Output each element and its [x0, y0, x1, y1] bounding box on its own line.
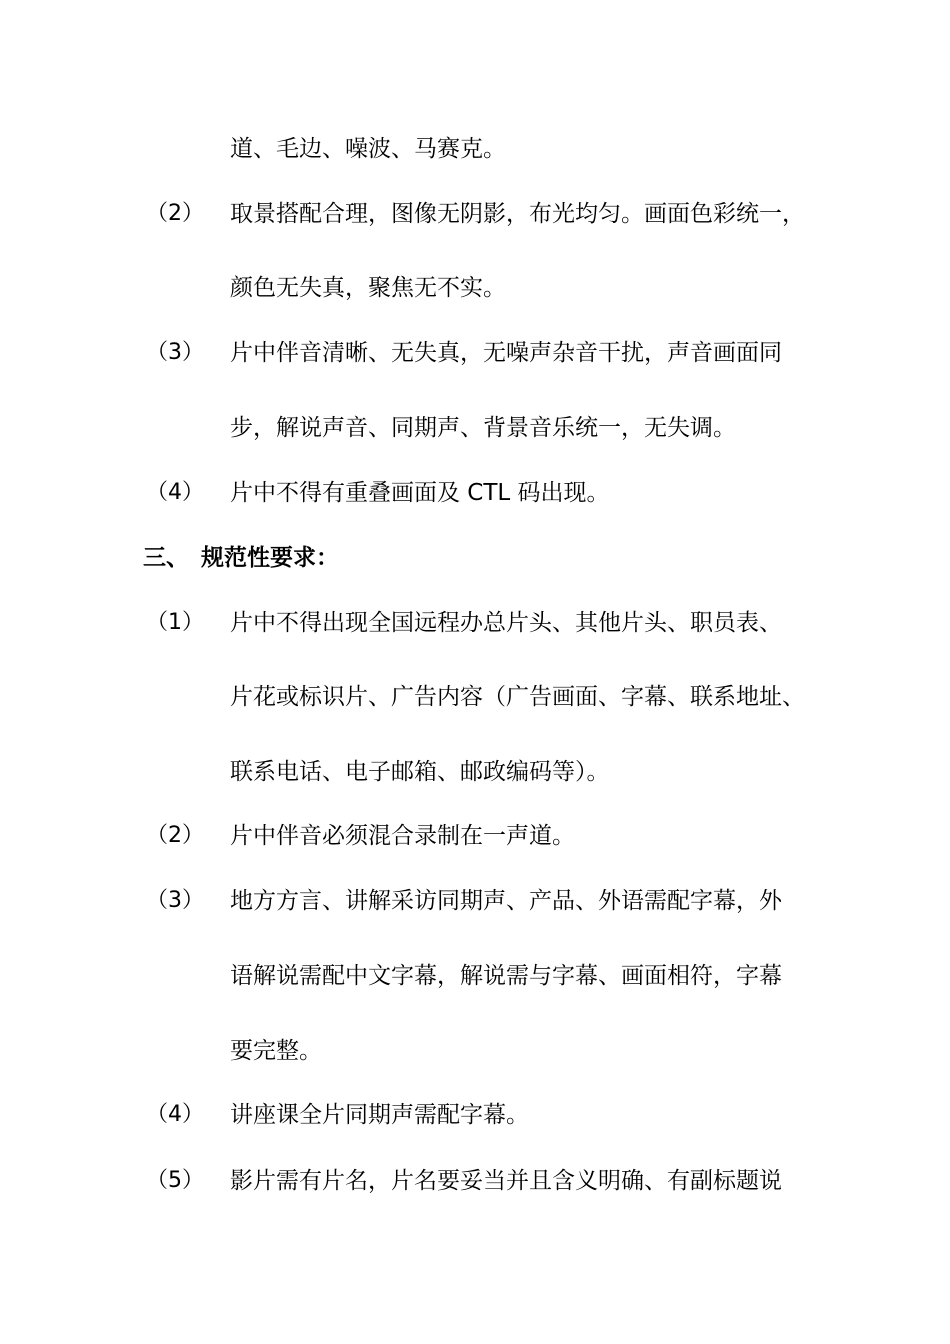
paragraph-line: 取景搭配合理，图像无阴影，布光均匀。画面色彩统一，: [230, 201, 805, 227]
item-number: （4）: [146, 480, 204, 505]
paragraph-line: 片花或标识片、广告内容（广告画面、字幕、联系地址、: [230, 684, 805, 710]
item-number: （2）: [146, 823, 204, 848]
paragraph-line: 步，解说声音、同期声、背景音乐统一，无失调。: [230, 415, 736, 441]
paragraph-line: 颜色无失真，聚焦无不实。: [230, 275, 506, 301]
paragraph-line: 片中不得出现全国远程办总片头、其他片头、职员表、: [230, 610, 782, 636]
paragraph-line: 片中伴音必须混合录制在一声道。: [230, 823, 575, 849]
item-number: （3）: [146, 888, 204, 913]
paragraph-line: 地方方言、讲解采访同期声、产品、外语需配字幕，外: [230, 888, 782, 914]
paragraph-line: 要完整。: [230, 1038, 322, 1064]
paragraph-line: 片中不得有重叠画面及 CTL 码出现。: [230, 480, 610, 506]
paragraph-line: 道、毛边、噪波、马赛克。: [230, 136, 506, 162]
item-number: （2）: [146, 201, 204, 226]
section-number: 三、: [143, 545, 189, 571]
paragraph-line: 影片需有片名，片名要妥当并且含义明确、有副标题说: [230, 1168, 782, 1194]
paragraph-line: 讲座课全片同期声需配字幕。: [230, 1102, 529, 1128]
paragraph-line: 片中伴音清晰、无失真，无噪声杂音干扰，声音画面同: [230, 340, 782, 366]
item-number: （3）: [146, 340, 204, 365]
section-title: 规范性要求：: [201, 545, 339, 571]
section-heading: [143, 543, 339, 573]
item-number: （5）: [146, 1168, 204, 1193]
paragraph-line: 语解说需配中文字幕，解说需与字幕、画面相符，字幕: [230, 963, 782, 989]
item-number: （4）: [146, 1102, 204, 1127]
paragraph-line: 联系电话、电子邮箱、邮政编码等）。: [230, 759, 610, 785]
item-number: （1）: [146, 610, 204, 635]
